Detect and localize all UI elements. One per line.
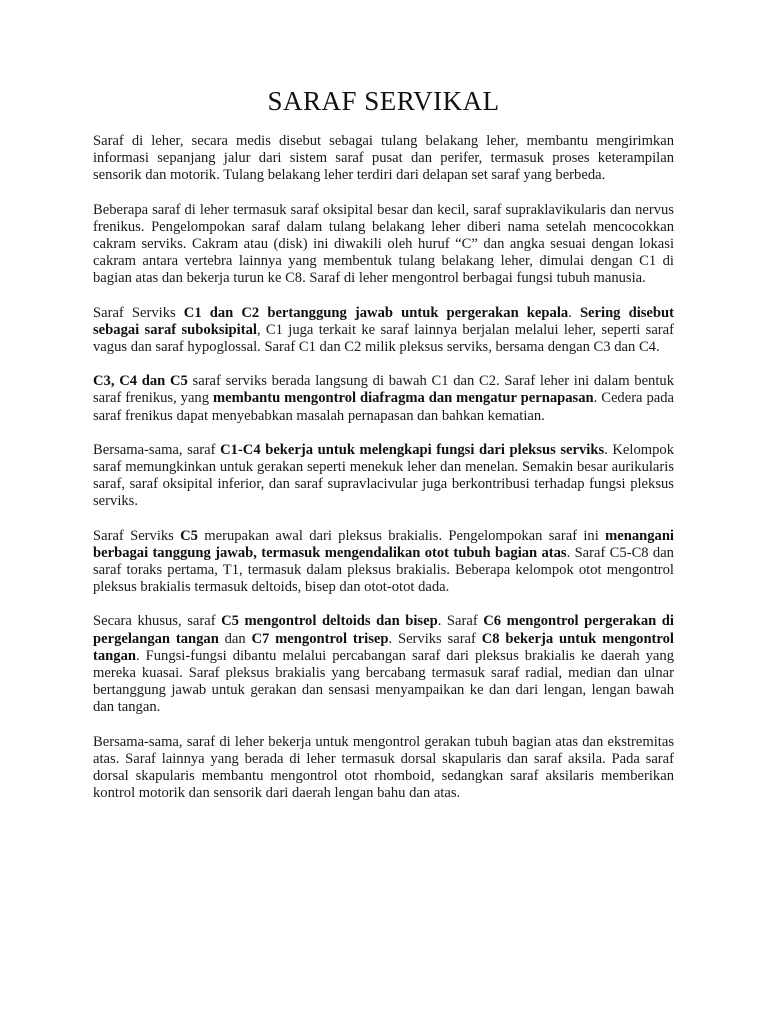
document-body: [93, 133, 674, 803]
text-run: Beberapa saraf di leher termasuk saraf oksipital besar dan kecil, saraf supraklavikularis dan nervus frenikus. Pengelompokan saraf dalam tulang belakang leher diberi nama setelah mencocokkan cakram serviks. Cakram atau (disk) ini diwakili oleh huruf “C” dan angka sesuai dengan lokasi cakram antara vertebra lainnya yang membentuk tulang belakang leher, dimulai dengan C1 di bagian atas dan bekerja turun ke C8. Saraf di leher mengontrol berbagai fungsi tubuh manusia.: [93, 201, 674, 287]
paragraph: [93, 133, 674, 185]
text-run: Secara khusus, saraf: [93, 613, 222, 630]
bold-text: C6 mengontrol pergerakan di pergelangan tangan: [93, 613, 674, 647]
text-run: saraf serviks berada langsung di bawah C1 dan C2. Saraf leher ini dalam bentuk saraf frenikus, yang: [93, 373, 674, 407]
paragraph: [93, 528, 674, 597]
paragraph: [93, 373, 674, 425]
text-run: . Fungsi-fungsi dibantu melalui percabangan saraf dari pleksus brakialis ke daerah yang mereka kuasai. Saraf pleksus brakialis yang bercabang termasuk saraf radial, median dan ulnar bertanggung jawab untuk gerakan dan sensasi menyampaikan ke dan dari lengan, lengan bawah dan tangan.: [93, 647, 674, 716]
text-run: .: [568, 304, 580, 321]
bold-text: C5: [180, 527, 198, 544]
text-run: , C1 juga terkait ke saraf lainnya berjalan melalui leher, seperti saraf vagus dan saraf hypoglossal. Saraf C1 dan C2 milik pleksus serviks, bersama dengan C3 dan C4.: [93, 321, 674, 356]
text-run: . Cedera pada saraf frenikus dapat menyebabkan masalah pernapasan dan bahkan kematian.: [93, 390, 674, 424]
text-run: . Saraf C5-C8 dan saraf toraks pertama, T1, termasuk dalam pleksus brakialis. Beberapa kelompok otot mengontrol pleksus brakialis termasuk deltoids, bisep dan otot-otot dada.: [93, 544, 674, 596]
text-run: Bersama-sama, saraf: [93, 441, 221, 458]
text-run: . Serviks saraf: [388, 630, 482, 647]
paragraph: [93, 734, 674, 803]
paragraph: [93, 202, 674, 288]
text-run: Bersama-sama, saraf di leher bekerja untuk mengontrol gerakan tubuh bagian atas dan ekstremitas atas. Saraf lainnya yang berada di leher termasuk dorsal skapularis dan saraf aksila. Pada saraf dorsal skapularis membantu mengontrol otot rhomboid, sedangkan saraf aksilaris memberikan kontrol motorik dan sensorik dari daerah lengan bahu dan atas.: [93, 733, 674, 802]
bold-text: C3, C4 dan C5: [93, 373, 188, 390]
page-title: SARAF SERVIKAL: [267, 86, 500, 116]
text-run: Saraf Serviks: [93, 527, 181, 544]
paragraph: [93, 442, 674, 511]
text-run: dan: [218, 630, 252, 647]
text-run: merupakan awal dari pleksus brakialis. Pengelompokan saraf ini: [197, 527, 606, 544]
bold-text: C5 mengontrol deltoids dan bisep: [221, 613, 438, 630]
bold-text: membantu mengontrol diafragma dan mengatur pernapasan: [212, 390, 594, 407]
bold-text: C1 dan C2 bertanggung jawab untuk pergerakan kepala: [183, 304, 569, 321]
text-run: . Saraf: [437, 613, 484, 630]
bold-text: C8 bekerja untuk mengontrol tangan: [93, 630, 674, 664]
bold-text: menangani berbagai tanggung jawab, termasuk mengendalikan otot tubuh bagian atas: [93, 527, 674, 561]
bold-text: Sering disebut sebagai saraf suboksipital: [93, 304, 675, 338]
text-run: Saraf di leher, secara medis disebut sebagai tulang belakang leher, membantu mengirimkan informasi sepanjang jalur dari sistem saraf pusat dan perifer, termasuk proses keterampilan sensorik dan motorik. Tulang belakang leher terdiri dari delapan set saraf yang berbeda.: [93, 133, 674, 184]
text-run: . Kelompok saraf memungkinkan untuk gerakan seperti menekuk leher dan menelan. Semakin besar aurikularis saraf, saraf oksipital inferior, dan saraf supravlacivular juga berkontribusi terhadap fungsi pleksus serviks.: [93, 441, 674, 510]
bold-text: C1-C4 bekerja untuk melengkapi fungsi dari pleksus serviks: [220, 441, 605, 458]
paragraph: [93, 305, 674, 357]
bold-text: C7 mengontrol trisep: [251, 630, 389, 647]
paragraph: [93, 613, 674, 716]
text-run: Saraf Serviks: [93, 304, 184, 321]
